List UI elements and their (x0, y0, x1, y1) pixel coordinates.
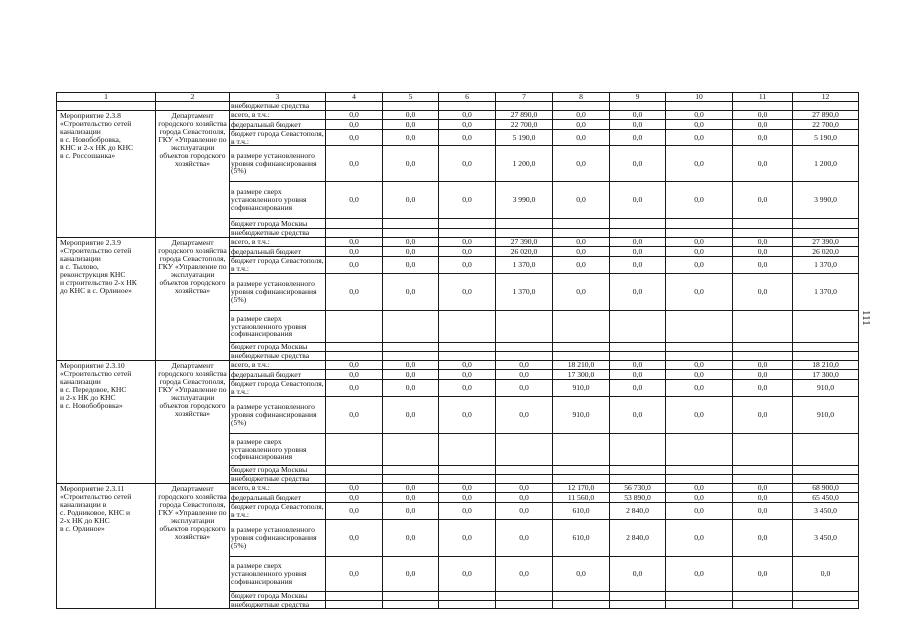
amount-cell: 0,0 (665, 556, 733, 592)
amount-cell: 0,0 (609, 396, 666, 434)
amount-cell: 0,0 (325, 237, 383, 247)
amount-cell: 0,0 (665, 246, 733, 257)
column-header: 12 (792, 92, 859, 102)
amount-cell: 22 700,0 (792, 119, 859, 130)
amount-cell: 0,0 (495, 379, 553, 397)
funding-source-label: в размере сверх установленного уровня софинансирования (229, 310, 326, 343)
amount-cell (792, 600, 859, 609)
amount-cell: 0,0 (382, 110, 439, 120)
amount-cell: 0,0 (665, 237, 733, 247)
column-header: 1 (56, 92, 156, 102)
amount-cell: 0,0 (495, 492, 553, 503)
amount-cell: 0,0 (325, 519, 383, 557)
amount-cell (495, 310, 553, 343)
amount-cell: 0,0 (382, 119, 439, 130)
amount-cell: 1 370,0 (495, 256, 553, 274)
amount-cell (325, 433, 383, 466)
amount-cell: 0,0 (732, 492, 793, 503)
amount-cell: 0,0 (609, 379, 666, 397)
funding-source-label: в размере установленного уровня софинансирования (5%) (229, 519, 326, 557)
amount-cell: 0,0 (325, 145, 383, 182)
amount-cell: 0,0 (438, 492, 496, 503)
column-header: 4 (325, 92, 383, 102)
executor-name: Департамент городского хозяйства города Севастополя, ГКУ «Управление по эксплуатации объектов городского хозяйства» (155, 483, 230, 609)
funding-source-label: всего, в т.ч.: (229, 110, 326, 120)
activity-name: Мероприятие 2.3.9 «Строительство сетей канализации в с. Тылово, реконструкция КНС и строительство 2-х НК до КНС в с. Орлиное» (56, 237, 156, 361)
amount-cell: 0,0 (382, 483, 439, 493)
amount-cell: 0,0 (552, 246, 610, 257)
amount-cell: 910,0 (792, 379, 859, 397)
amount-cell: 0,0 (325, 492, 383, 503)
amount-cell: 3 450,0 (792, 502, 859, 520)
amount-cell: 0,0 (552, 129, 610, 146)
amount-cell: 0,0 (732, 502, 793, 520)
amount-cell: 0,0 (495, 360, 553, 370)
funding-source-label: внебюджетные средства (229, 600, 326, 609)
amount-cell: 910,0 (552, 396, 610, 434)
amount-cell: 0,0 (382, 396, 439, 434)
amount-cell: 0,0 (382, 492, 439, 503)
amount-cell: 0,0 (665, 129, 733, 146)
page-number: 111 (860, 310, 872, 326)
amount-cell: 0,0 (382, 519, 439, 557)
amount-cell: 0,0 (732, 369, 793, 380)
amount-cell: 0,0 (325, 119, 383, 130)
amount-cell: 0,0 (382, 369, 439, 380)
amount-cell: 0,0 (382, 181, 439, 219)
amount-cell (665, 433, 733, 466)
funding-source-label: всего, в т.ч.: (229, 237, 326, 247)
amount-cell: 0,0 (495, 396, 553, 434)
amount-cell: 0,0 (325, 502, 383, 520)
amount-cell: 0,0 (609, 273, 666, 311)
column-header: 10 (665, 92, 733, 102)
funding-source-label: федеральный бюджет (229, 246, 326, 257)
amount-cell: 0,0 (665, 360, 733, 370)
funding-source-label: бюджет города Москвы (229, 342, 326, 352)
amount-cell: 0,0 (438, 256, 496, 274)
amount-cell: 0,0 (382, 273, 439, 311)
amount-cell (792, 310, 859, 343)
funding-source-label: в размере сверх установленного уровня софинансирования (229, 556, 326, 592)
executor-name: Департамент городского хозяйства города Севастополя, ГКУ «Управление по эксплуатации объектов городского хозяйства» (155, 237, 230, 361)
amount-cell: 0,0 (665, 256, 733, 274)
column-header: 7 (495, 92, 553, 102)
amount-cell: 0,0 (382, 556, 439, 592)
amount-cell: 0,0 (438, 119, 496, 130)
amount-cell (665, 600, 733, 609)
amount-cell: 0,0 (438, 483, 496, 493)
funding-source-label: бюджет города Москвы (229, 591, 326, 601)
funding-source-label: в размере сверх установленного уровня софинансирования (229, 433, 326, 466)
amount-cell: 0,0 (382, 246, 439, 257)
amount-cell: 0,0 (382, 256, 439, 274)
amount-cell: 0,0 (609, 237, 666, 247)
amount-cell (382, 433, 439, 466)
funding-source-label: в размере установленного уровня софинансирования (5%) (229, 396, 326, 434)
amount-cell: 0,0 (732, 556, 793, 592)
column-header: 5 (382, 92, 439, 102)
amount-cell: 0,0 (732, 129, 793, 146)
amount-cell: 0,0 (325, 379, 383, 397)
amount-cell: 610,0 (552, 519, 610, 557)
amount-cell: 0,0 (382, 237, 439, 247)
column-header: 2 (155, 92, 230, 102)
amount-cell: 0,0 (552, 556, 610, 592)
amount-cell: 2 840,0 (609, 519, 666, 557)
amount-cell: 0,0 (609, 119, 666, 130)
amount-cell: 0,0 (552, 181, 610, 219)
amount-cell: 0,0 (665, 119, 733, 130)
amount-cell: 11 560,0 (552, 492, 610, 503)
amount-cell: 0,0 (438, 502, 496, 520)
amount-cell: 0,0 (552, 119, 610, 130)
amount-cell (438, 433, 496, 466)
amount-cell: 2 840,0 (609, 502, 666, 520)
amount-cell: 17 300,0 (792, 369, 859, 380)
amount-cell: 910,0 (552, 379, 610, 397)
funding-source-label: внебюджетные средства (229, 474, 326, 484)
amount-cell (792, 433, 859, 466)
amount-cell (552, 600, 610, 609)
amount-cell: 0,0 (732, 110, 793, 120)
amount-cell (665, 310, 733, 343)
funding-source-label: всего, в т.ч.: (229, 360, 326, 370)
amount-cell: 0,0 (792, 556, 859, 592)
amount-cell: 0,0 (382, 145, 439, 182)
amount-cell: 0,0 (552, 110, 610, 120)
amount-cell: 0,0 (325, 129, 383, 146)
amount-cell: 0,0 (609, 360, 666, 370)
amount-cell: 5 190,0 (495, 129, 553, 146)
amount-cell: 0,0 (665, 483, 733, 493)
amount-cell: 27 890,0 (495, 110, 553, 120)
amount-cell: 0,0 (665, 492, 733, 503)
amount-cell: 0,0 (325, 256, 383, 274)
amount-cell: 0,0 (665, 519, 733, 557)
amount-cell: 910,0 (792, 396, 859, 434)
amount-cell: 0,0 (438, 129, 496, 146)
amount-cell: 0,0 (732, 119, 793, 130)
activity-name: Мероприятие 2.3.10 «Строительство сетей канализации в с. Передовое, КНС и 2-х НК до КНС в с. Новобобровка» (56, 360, 156, 484)
amount-cell: 0,0 (438, 237, 496, 247)
amount-cell: 27 890,0 (792, 110, 859, 120)
amount-cell (732, 433, 793, 466)
amount-cell (732, 310, 793, 343)
amount-cell: 0,0 (732, 237, 793, 247)
amount-cell: 0,0 (495, 556, 553, 592)
amount-cell: 0,0 (438, 246, 496, 257)
amount-cell: 0,0 (438, 379, 496, 397)
amount-cell: 3 990,0 (495, 181, 553, 219)
amount-cell: 0,0 (325, 181, 383, 219)
amount-cell: 0,0 (732, 519, 793, 557)
amount-cell: 3 990,0 (792, 181, 859, 219)
amount-cell: 22 700,0 (495, 119, 553, 130)
amount-cell: 56 730,0 (609, 483, 666, 493)
amount-cell: 0,0 (325, 369, 383, 380)
amount-cell: 0,0 (438, 519, 496, 557)
executor-name: Департамент городского хозяйства города Севастополя, ГКУ «Управление по эксплуатации объектов городского хозяйства» (155, 360, 230, 484)
amount-cell: 26 020,0 (792, 246, 859, 257)
amount-cell: 0,0 (438, 181, 496, 219)
amount-cell: 0,0 (552, 237, 610, 247)
funding-source-label: бюджет города Москвы (229, 218, 326, 229)
amount-cell: 0,0 (495, 502, 553, 520)
amount-cell: 17 300,0 (552, 369, 610, 380)
amount-cell: 1 370,0 (792, 256, 859, 274)
funding-source-label: бюджет города Севастополя, в т.ч.: (229, 129, 326, 146)
amount-cell: 0,0 (552, 145, 610, 182)
amount-cell: 12 170,0 (552, 483, 610, 493)
amount-cell: 0,0 (665, 396, 733, 434)
amount-cell: 0,0 (665, 369, 733, 380)
amount-cell: 0,0 (552, 273, 610, 311)
amount-cell: 27 390,0 (495, 237, 553, 247)
amount-cell: 3 450,0 (792, 519, 859, 557)
amount-cell: 0,0 (325, 483, 383, 493)
amount-cell: 18 210,0 (552, 360, 610, 370)
activity-name: Мероприятие 2.3.11 «Строительство сетей канализации в с. Родниковое, КНС и 2-х НК до КНС в с. Орлиное» (56, 483, 156, 609)
column-header: 9 (609, 92, 666, 102)
amount-cell: 65 450,0 (792, 492, 859, 503)
amount-cell (325, 600, 383, 609)
amount-cell: 26 020,0 (495, 246, 553, 257)
amount-cell: 0,0 (732, 181, 793, 219)
funding-source-label: в размере сверх установленного уровня софинансирования (229, 181, 326, 219)
amount-cell: 1 370,0 (495, 273, 553, 311)
amount-cell: 0,0 (325, 273, 383, 311)
amount-cell: 0,0 (382, 129, 439, 146)
amount-cell: 0,0 (325, 396, 383, 434)
amount-cell: 0,0 (438, 369, 496, 380)
column-header: 6 (438, 92, 496, 102)
column-header: 3 (229, 92, 326, 102)
amount-cell: 0,0 (495, 483, 553, 493)
amount-cell: 0,0 (552, 256, 610, 274)
funding-source-label: в размере установленного уровня софинансирования (5%) (229, 145, 326, 182)
amount-cell: 0,0 (438, 110, 496, 120)
funding-source-label: федеральный бюджет (229, 119, 326, 130)
amount-cell: 0,0 (609, 145, 666, 182)
amount-cell: 0,0 (732, 360, 793, 370)
funding-source-label: внебюджетные средства (229, 351, 326, 361)
amount-cell: 0,0 (665, 273, 733, 311)
amount-cell: 0,0 (732, 246, 793, 257)
amount-cell (609, 433, 666, 466)
amount-cell: 0,0 (495, 519, 553, 557)
amount-cell: 0,0 (665, 502, 733, 520)
funding-source-label: федеральный бюджет (229, 369, 326, 380)
amount-cell (325, 310, 383, 343)
amount-cell: 0,0 (382, 360, 439, 370)
activity-name: Мероприятие 2.3.8 «Строительство сетей канализации в с. Новобобровка, КНС и 2-х НК до КНС в с. Россошанка» (56, 110, 156, 238)
amount-cell (495, 433, 553, 466)
amount-cell: 5 190,0 (792, 129, 859, 146)
amount-cell: 0,0 (438, 145, 496, 182)
amount-cell: 0,0 (325, 246, 383, 257)
amount-cell: 18 210,0 (792, 360, 859, 370)
amount-cell (495, 600, 553, 609)
amount-cell (609, 600, 666, 609)
amount-cell: 0,0 (732, 145, 793, 182)
column-header: 8 (552, 92, 610, 102)
amount-cell: 0,0 (665, 181, 733, 219)
amount-cell: 0,0 (665, 110, 733, 120)
amount-cell: 0,0 (609, 129, 666, 146)
funding-source-label: внебюджетные средства (229, 101, 326, 111)
amount-cell: 0,0 (609, 181, 666, 219)
funding-source-label: бюджет города Москвы (229, 465, 326, 475)
amount-cell: 0,0 (609, 369, 666, 380)
amount-cell: 0,0 (732, 379, 793, 397)
amount-cell: 610,0 (552, 502, 610, 520)
amount-cell: 0,0 (495, 369, 553, 380)
amount-cell: 1 200,0 (495, 145, 553, 182)
amount-cell (552, 310, 610, 343)
amount-cell: 0,0 (438, 273, 496, 311)
funding-source-label: бюджет города Севастополя, в т.ч.: (229, 379, 326, 397)
amount-cell: 0,0 (325, 556, 383, 592)
funding-source-label: бюджет города Севастополя, в т.ч.: (229, 502, 326, 520)
amount-cell: 0,0 (732, 273, 793, 311)
amount-cell: 0,0 (438, 556, 496, 592)
amount-cell: 1 370,0 (792, 273, 859, 311)
amount-cell: 0,0 (609, 256, 666, 274)
amount-cell (382, 310, 439, 343)
amount-cell: 1 200,0 (792, 145, 859, 182)
funding-source-label: всего, в т.ч.: (229, 483, 326, 493)
amount-cell: 0,0 (382, 379, 439, 397)
amount-cell (552, 433, 610, 466)
amount-cell: 0,0 (609, 110, 666, 120)
amount-cell (732, 600, 793, 609)
funding-source-label: бюджет города Севастополя, в т.ч.: (229, 256, 326, 274)
amount-cell: 0,0 (732, 483, 793, 493)
funding-source-label: федеральный бюджет (229, 492, 326, 503)
amount-cell: 0,0 (665, 145, 733, 182)
amount-cell: 0,0 (609, 246, 666, 257)
amount-cell (609, 310, 666, 343)
amount-cell (438, 600, 496, 609)
amount-cell: 0,0 (325, 360, 383, 370)
funding-source-label: внебюджетные средства (229, 228, 326, 238)
funding-source-label: в размере установленного уровня софинансирования (5%) (229, 273, 326, 311)
amount-cell: 0,0 (438, 396, 496, 434)
amount-cell: 68 900,0 (792, 483, 859, 493)
column-header: 11 (732, 92, 793, 102)
executor-name: Департамент городского хозяйства города Севастополя, ГКУ «Управление по эксплуатации объектов городского хозяйства» (155, 110, 230, 238)
amount-cell: 0,0 (382, 502, 439, 520)
amount-cell: 0,0 (438, 360, 496, 370)
amount-cell: 0,0 (665, 379, 733, 397)
amount-cell: 53 890,0 (609, 492, 666, 503)
amount-cell (438, 310, 496, 343)
amount-cell: 0,0 (609, 556, 666, 592)
amount-cell: 0,0 (325, 110, 383, 120)
amount-cell: 27 390,0 (792, 237, 859, 247)
amount-cell: 0,0 (732, 256, 793, 274)
amount-cell: 0,0 (732, 396, 793, 434)
amount-cell (382, 600, 439, 609)
